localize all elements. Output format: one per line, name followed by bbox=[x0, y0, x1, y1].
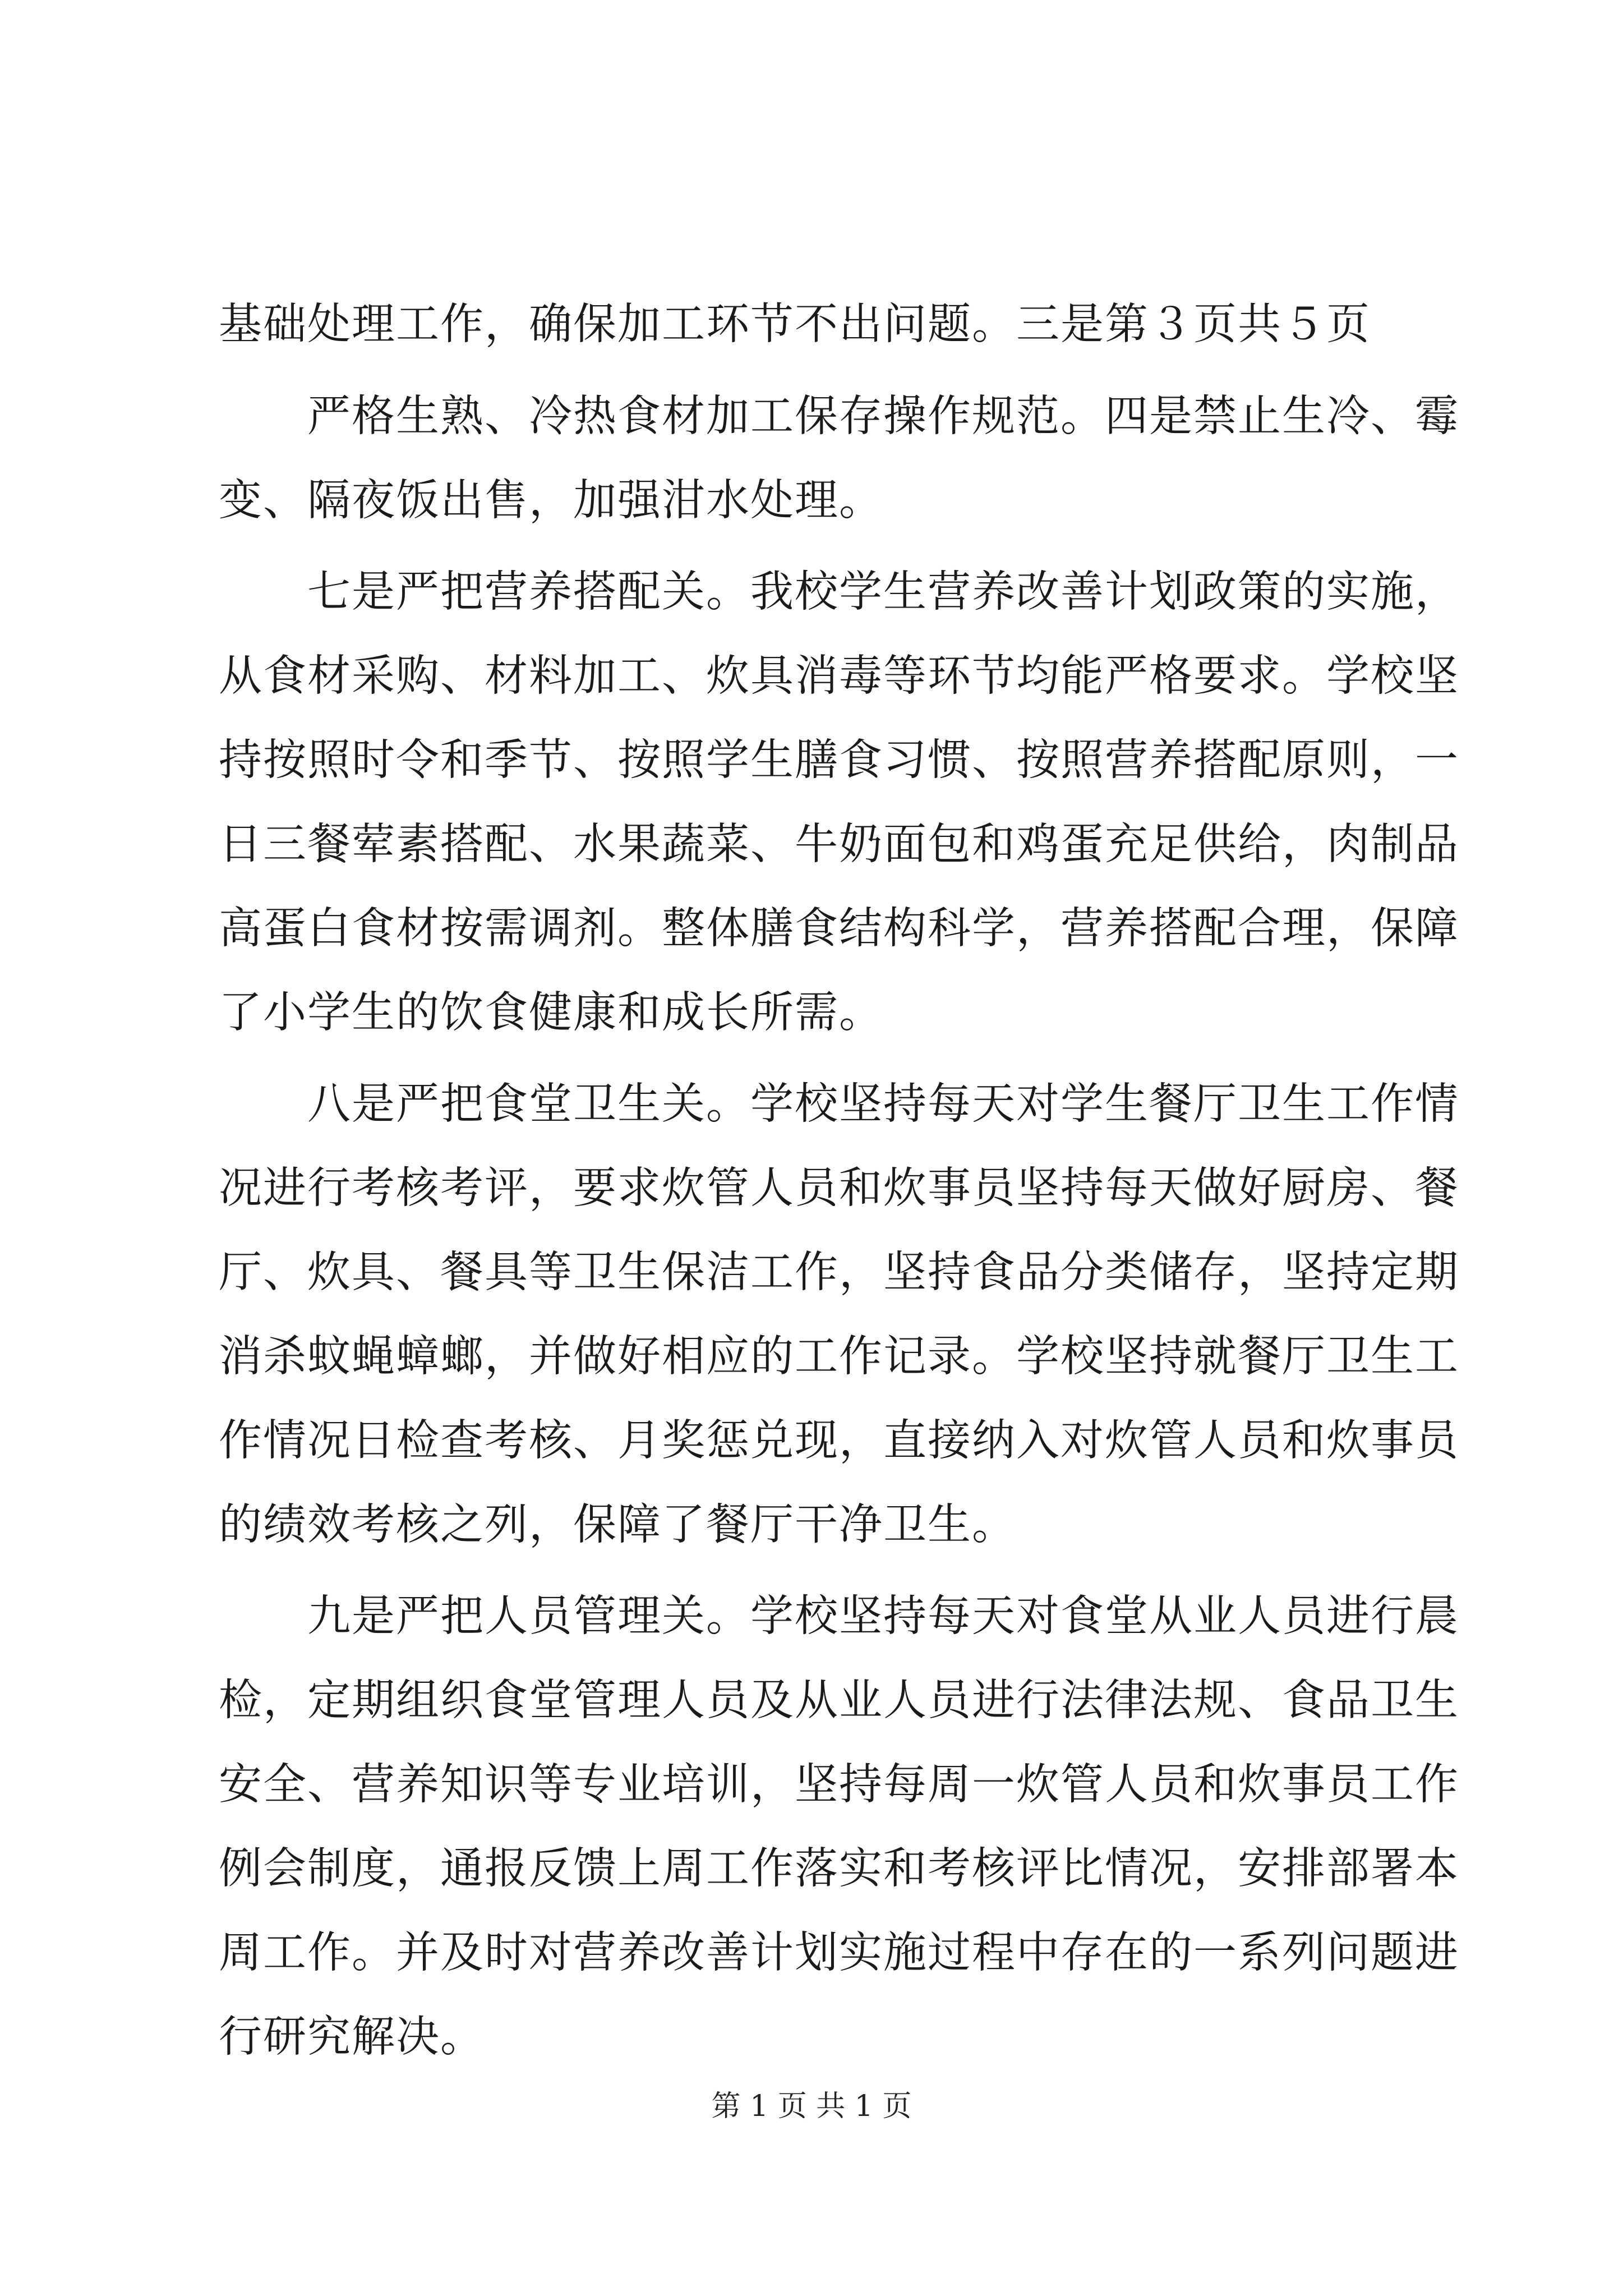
paragraph-3-line-1: 七是严把营养搭配关。我校学生营养改善计划政策的实施， bbox=[307, 567, 1459, 617]
paragraph-4-line-5: 作情况日检查考核、月奖惩兑现，直接纳入对炊管人员和炊事员 bbox=[219, 1416, 1459, 1466]
paragraph-5-line-6: 行研究解决。 bbox=[219, 2012, 485, 2062]
page-footer bbox=[0, 2087, 1623, 2126]
paragraph-3-line-3: 持按照时令和季节、按照学生膳食习惯、按照营养搭配原则，一 bbox=[219, 735, 1459, 785]
paragraph-3-line-4: 日三餐荤素搭配、水果蔬菜、牛奶面包和鸡蛋充足供给，肉制品 bbox=[219, 820, 1459, 869]
page-number-label: 第 1 页 共 1 页 bbox=[711, 2090, 912, 2123]
paragraph-2-line-1: 严格生熟、冷热食材加工保存操作规范。四是禁止生冷、霉 bbox=[307, 392, 1459, 441]
paragraph-4-line-3: 厅、炊具、餐具等卫生保洁工作，坚持食品分类储存，坚持定期 bbox=[219, 1248, 1459, 1297]
paragraph-5-line-3: 安全、营养知识等专业培训，坚持每周一炊管人员和炊事员工作 bbox=[219, 1760, 1459, 1810]
paragraph-3-line-2: 从食材采购、材料加工、炊具消毒等环节均能严格要求。学校坚 bbox=[219, 651, 1459, 701]
paragraph-3-line-5: 高蛋白食材按需调剂。整体膳食结构科学，营养搭配合理，保障 bbox=[219, 904, 1459, 954]
paragraph-5-line-2: 检，定期组织食堂管理人员及从业人员进行法律法规、食品卫生 bbox=[219, 1676, 1459, 1726]
paragraph-5-line-1: 九是严把人员管理关。学校坚持每天对食堂从业人员进行晨 bbox=[307, 1591, 1459, 1641]
paragraph-3-line-6: 了小学生的饮食健康和成长所需。 bbox=[219, 988, 883, 1038]
paragraph-1-line-1: 基础处理工作，确保加工环节不出问题。三是第３页共５页 bbox=[219, 300, 1371, 349]
paragraph-2-line-2: 变、隔夜饭出售，加强泔水处理。 bbox=[219, 476, 883, 526]
paragraph-4-line-1: 八是严把食堂卫生关。学校坚持每天对学生餐厅卫生工作情 bbox=[307, 1079, 1459, 1129]
paragraph-5-line-4: 例会制度，通报反馈上周工作落实和考核评比情况，安排部署本 bbox=[219, 1844, 1459, 1894]
paragraph-4-line-4: 消杀蚊蝇蟑螂，并做好相应的工作记录。学校坚持就餐厅卫生工 bbox=[219, 1332, 1459, 1382]
paragraph-4-line-6: 的绩效考核之列，保障了餐厅干净卫生。 bbox=[219, 1500, 1016, 1550]
paragraph-5-line-5: 周工作。并及时对营养改善计划实施过程中存在的一系列问题进 bbox=[219, 1928, 1459, 1978]
paragraph-4-line-2: 况进行考核考评，要求炊管人员和炊事员坚持每天做好厨房、餐 bbox=[219, 1163, 1459, 1213]
